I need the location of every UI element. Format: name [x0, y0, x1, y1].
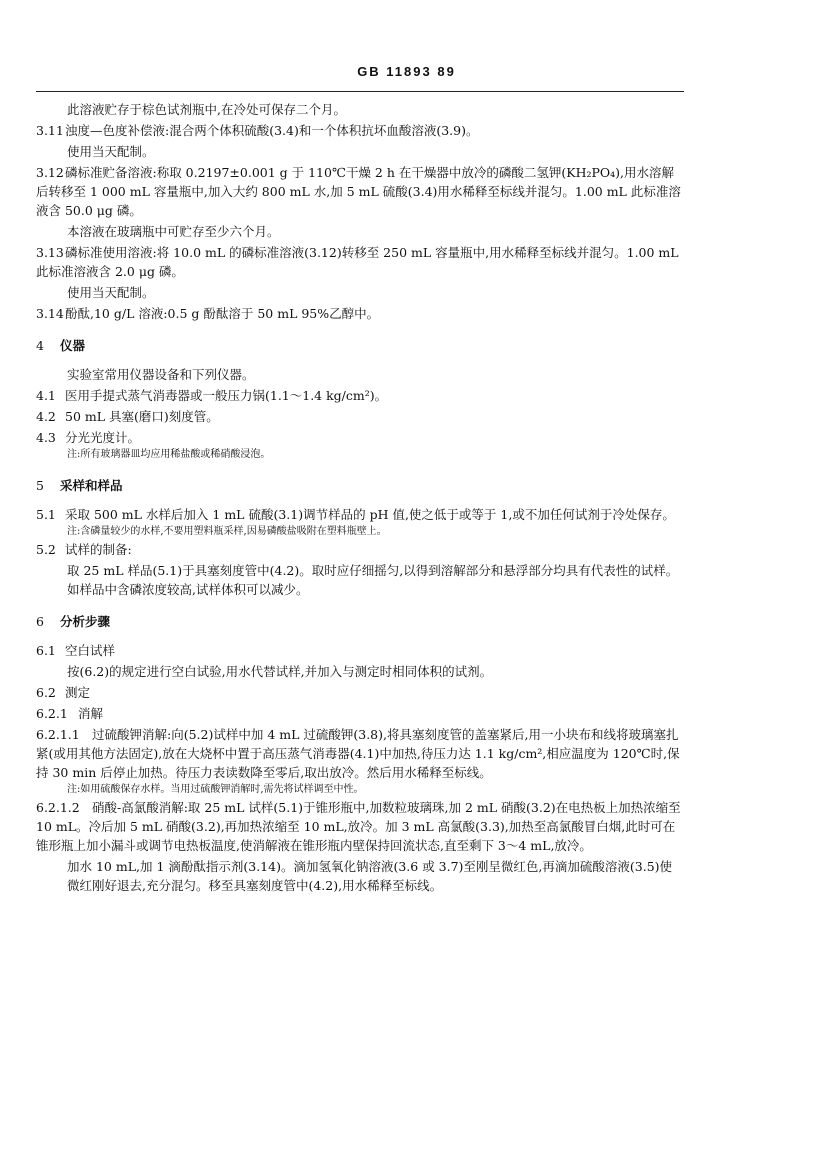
paragraph: 此溶液贮存于棕色试剂瓶中,在冷处可保存二个月。 [67, 102, 346, 117]
clause-text: 50 mL 具塞(磨口)刻度管。 [65, 409, 219, 424]
clause-text: 采取 500 mL 水样后加入 1 mL 硫酸(3.1)调节样品的 pH 值,使之低于或等于 1,或不加任何试剂于冷处保存。 [65, 507, 675, 522]
clause-4-2 [36, 407, 684, 426]
note: 注:所有玻璃器皿均应用稀盐酸或稀硝酸浸泡。 [67, 449, 271, 460]
clause-number: 6.2 [36, 685, 56, 700]
paragraph: 本溶液在玻璃瓶中可贮存至少六个月。 [67, 224, 280, 239]
clause-text: 过硫酸钾消解:向(5.2)试样中加 4 mL 过硫酸钾(3.8),将具塞刻度管的盖塞紧后,用一小块布和线将玻璃塞扎紧(或用其他方法固定),放在大烧杯中置于高压蒸气消毒器(4.1)中加热,待压力达 1.1 kg/cm²,相应温度为 120℃时,保持 30 min 后停止加热。待压力表读数降至零后,取出放冷。然后用水稀释至标线。 [36, 727, 680, 780]
paragraph: 取 25 mL 样品(5.1)于具塞刻度管中(4.2)。取时应仔细摇匀,以得到溶解部分和悬浮部分均具有代表性的试样。如样品中含磷浓度较高,试样体积可以减少。 [67, 563, 679, 597]
clause-6-2-1-1 [36, 725, 684, 782]
clause-number: 3.12 [36, 165, 64, 180]
clause-6-2 [36, 683, 684, 702]
clause-number: 3.11 [36, 123, 64, 138]
paragraph: 加水 10 mL,加 1 滴酚酞指示剂(3.14)。滴加氢氧化钠溶液(3.6 或 3.7)至刚呈微红色,再滴加硫酸溶液(3.5)使微红刚好退去,充分混匀。移至具塞刻度管中(4.2),用水稀释至标线。 [67, 859, 673, 893]
clause-5-1 [36, 505, 684, 524]
section-number: 6 [36, 614, 44, 629]
clause-number: 6.2.1.1 [36, 727, 80, 742]
clause-text: 测定 [65, 685, 91, 700]
clause-number: 3.14 [36, 306, 64, 321]
clause-4-3 [36, 428, 684, 447]
clause-3-13 [36, 243, 684, 281]
clause-text: 酚酞,10 g/L 溶液:0.5 g 酚酞溶于 50 mL 95%乙醇中。 [65, 306, 380, 321]
document-body [36, 100, 684, 895]
section-title: 仪器 [60, 338, 86, 353]
clause-number: 5.1 [36, 507, 56, 522]
note: 注:如用硫酸保存水样。当用过硫酸钾消解时,需先将试样调至中性。 [67, 784, 364, 795]
clause-number: 4.3 [36, 430, 56, 445]
section-title: 采样和样品 [60, 478, 123, 493]
section-heading-4 [36, 336, 684, 355]
clause-number: 5.2 [36, 542, 56, 557]
clause-text: 磷标准贮备溶液:称取 0.2197±0.001 g 于 110℃干燥 2 h 在干燥器中放冷的磷酸二氢钾(KH₂PO₄),用水溶解后转移至 1 000 mL 容量瓶中,加入大约 800 mL 水,加 5 mL 硫酸(3.4)用水稀释至标线并混匀。1.00 mL 此标准溶液含 50.0 μg 磷。 [36, 165, 681, 218]
section-number: 5 [36, 478, 44, 493]
clause-number: 6.2.1.2 [36, 800, 80, 815]
clause-text: 医用手提式蒸气消毒器或一般压力锅(1.1～1.4 kg/cm²)。 [65, 388, 388, 403]
clause-text: 试样的制备: [65, 542, 132, 557]
section-heading-5 [36, 476, 684, 495]
paragraph: 实验室常用仪器设备和下列仪器。 [67, 367, 255, 382]
clause-text: 空白试样 [65, 643, 116, 658]
note: 注:含磷量较少的水样,不要用塑料瓶采样,因易磷酸盐吸附在塑料瓶壁上。 [67, 526, 387, 537]
clause-number: 3.13 [36, 245, 64, 260]
clause-4-1 [36, 386, 684, 405]
standard-code-header: GB 11893 89 [357, 64, 456, 79]
section-number: 4 [36, 338, 44, 353]
section-heading-6 [36, 612, 684, 631]
paragraph: 使用当天配制。 [67, 144, 155, 159]
paragraph: 使用当天配制。 [67, 285, 155, 300]
section-title: 分析步骤 [60, 614, 111, 629]
clause-text: 分光光度计。 [65, 430, 141, 445]
clause-text: 磷标准使用溶液:将 10.0 mL 的磷标准溶液(3.12)转移至 250 mL 容量瓶中,用水稀释至标线并混匀。1.00 mL 此标准溶液含 2.0 μg 磷。 [36, 245, 679, 279]
clause-6-1 [36, 641, 684, 660]
clause-number: 6.1 [36, 643, 56, 658]
clause-number: 6.2.1 [36, 706, 68, 721]
clause-text: 消解 [78, 706, 104, 721]
clause-text: 硝酸-高氯酸消解:取 25 mL 试样(5.1)于锥形瓶中,加数粒玻璃珠,加 2 mL 硝酸(3.2)在电热板上加热浓缩至 10 mL。冷后加 5 mL 硝酸(3.2),再加热浓缩至 10 mL,放冷。加 3 mL 高氯酸(3.3),加热至高氯酸冒白烟,此时可在锥形瓶上加小漏斗或调节电热板温度,使消解液在锥形瓶内壁保持回流状态,直至剩下 3～4 mL,放冷。 [36, 800, 681, 853]
clause-3-11 [36, 121, 684, 140]
clause-3-14 [36, 304, 684, 323]
clause-6-2-1-2 [36, 798, 684, 855]
clause-number: 4.1 [36, 388, 56, 403]
clause-6-2-1 [36, 704, 684, 723]
header-rule [36, 91, 684, 92]
clause-3-12 [36, 163, 684, 220]
clause-number: 4.2 [36, 409, 56, 424]
clause-5-2 [36, 540, 684, 559]
clause-text: 浊度—色度补偿液:混合两个体积硫酸(3.4)和一个体积抗坏血酸溶液(3.9)。 [65, 123, 479, 138]
paragraph: 按(6.2)的规定进行空白试验,用水代替试样,并加入与测定时相同体积的试剂。 [67, 664, 493, 679]
